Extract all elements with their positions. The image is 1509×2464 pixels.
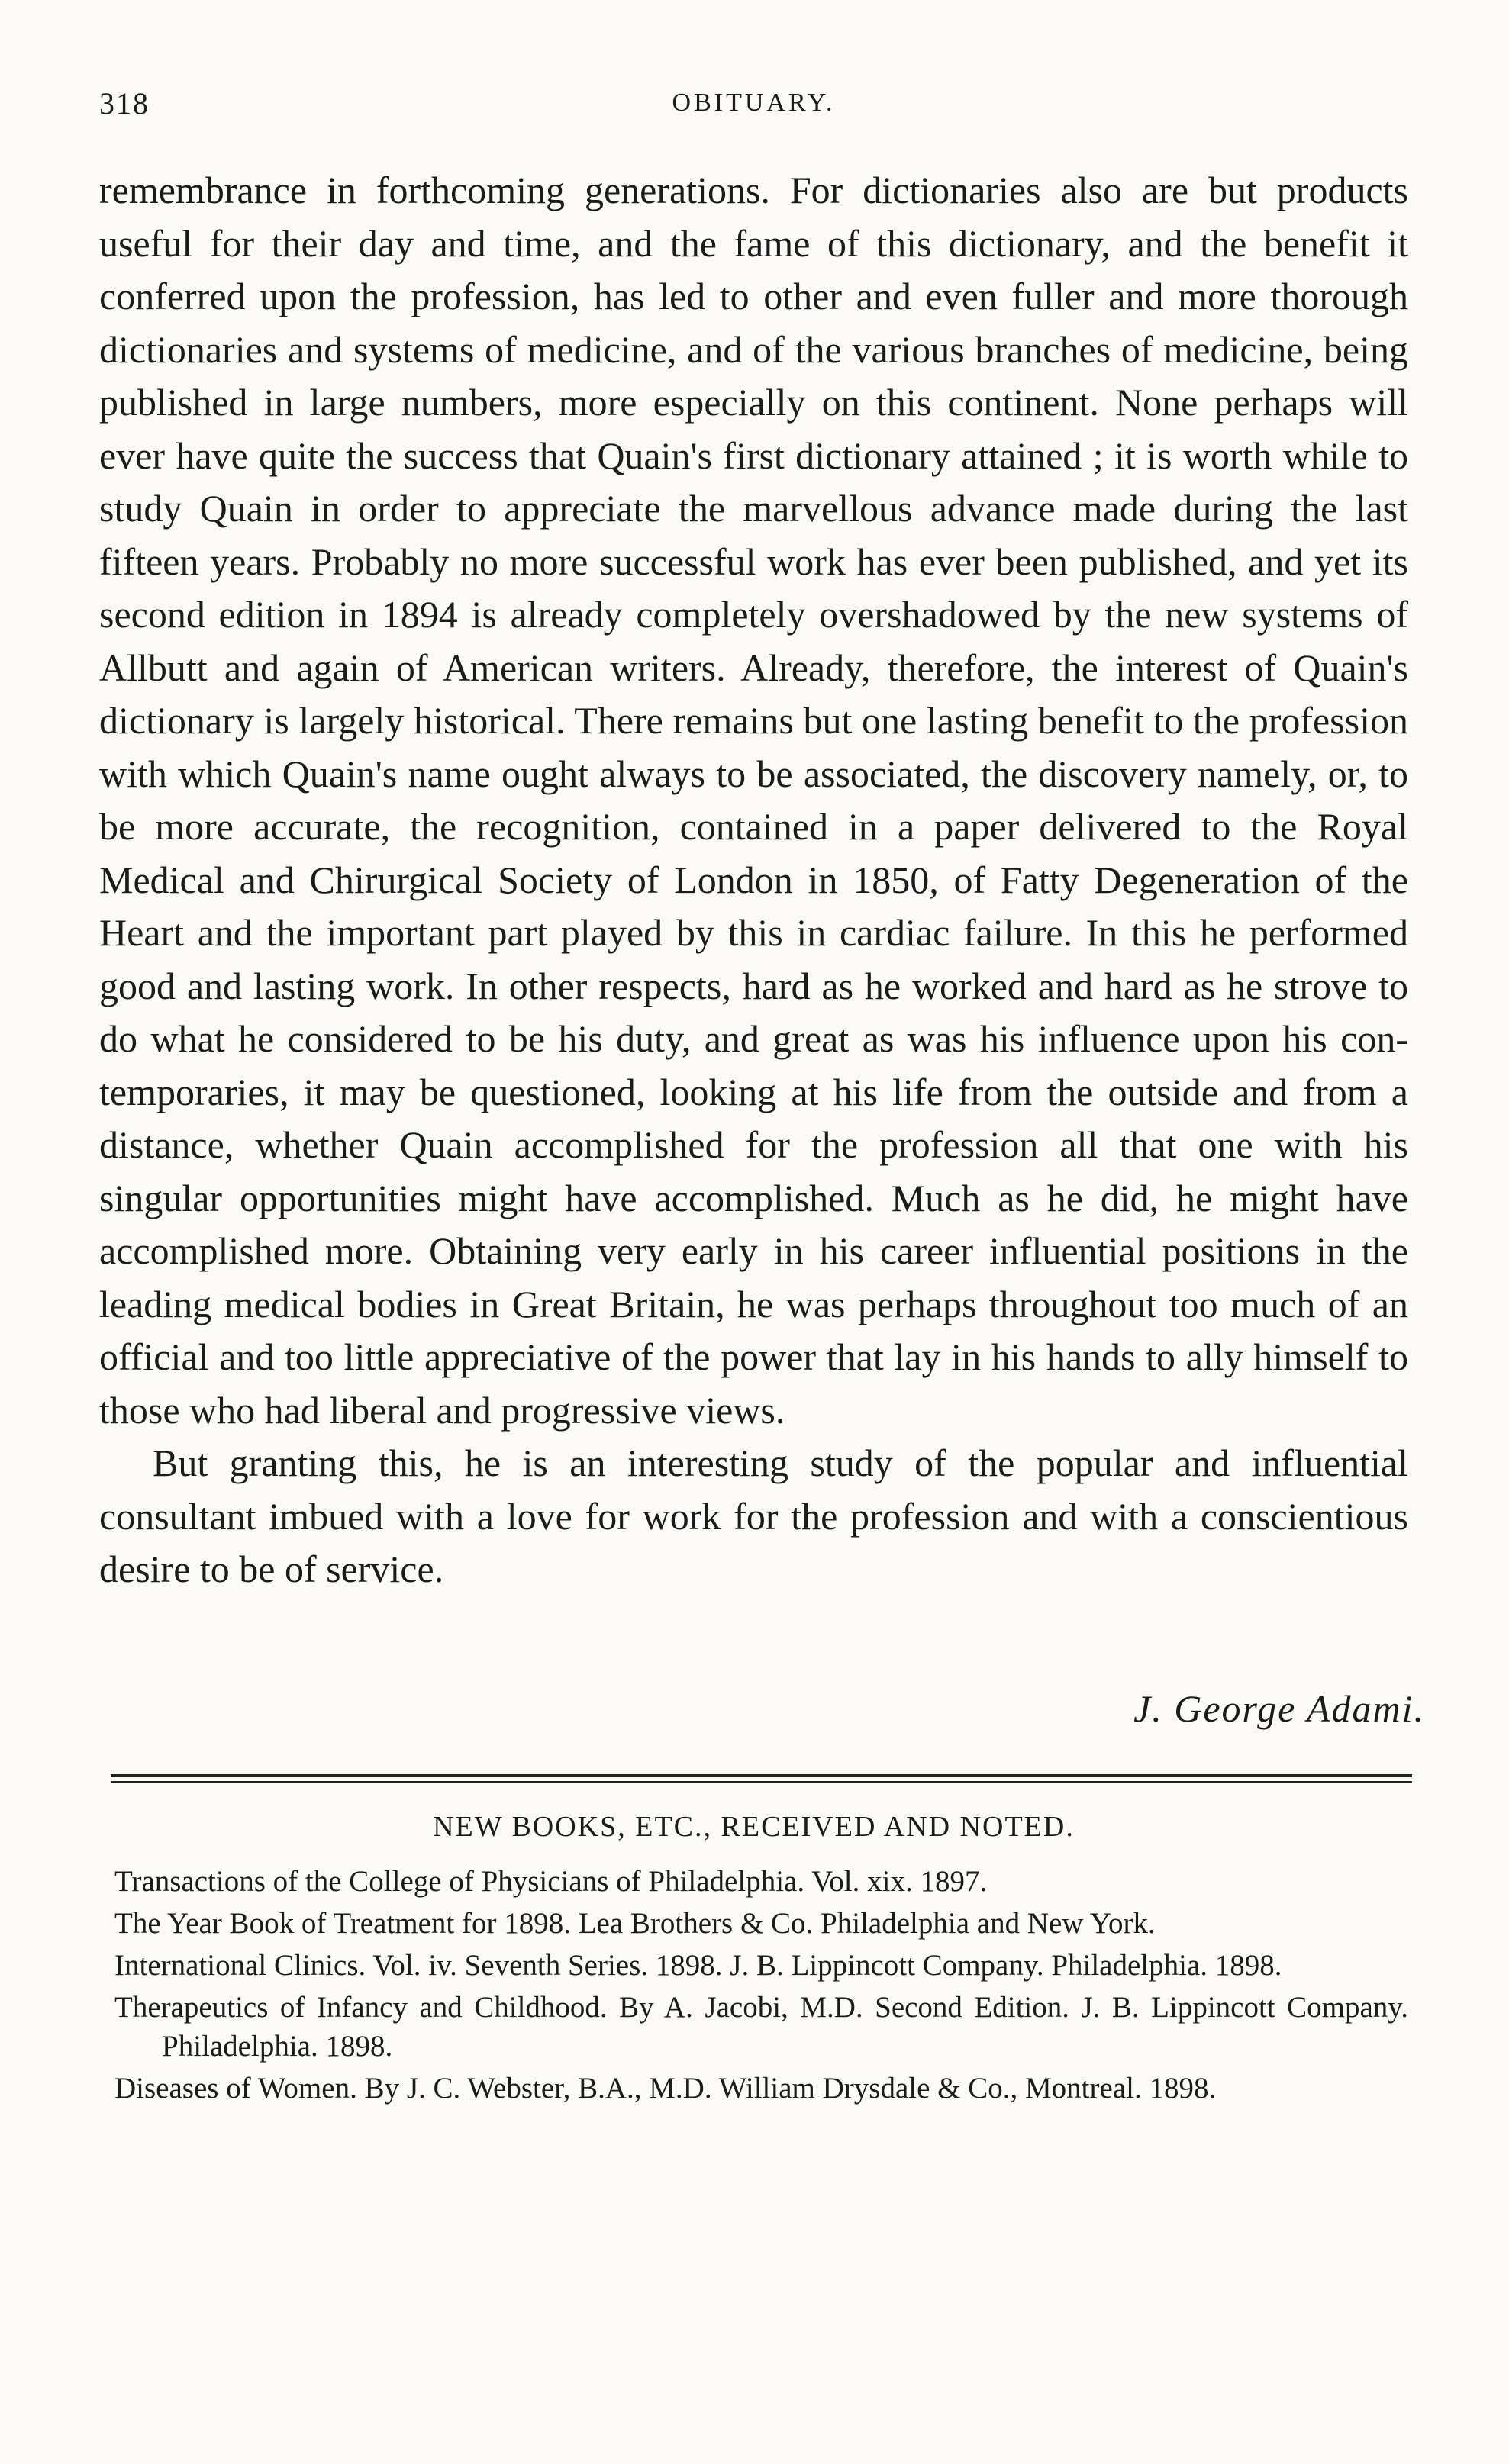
book-entry: International Clinics. Vol. iv. Seventh Series. 1898. J. B. Lippincott Company. Philadelphia. 1898. [114,1949,1282,1982]
obituary-paragraph-1: remembrance in forthcoming generations. For dictionaries also are but products useful for their day and time, and the fame of this dictionary, and the benefit it conferred upon the profession, has led to other and even fuller and more thorough dictionaries and systems of medicine, and of the various branches of medicine, being published in large numbers, more especially on this continent. None perhaps will ever have quite the success that Quain's first dictionary attained ; it is worth while to study Quain in order to appreciate the marvellous advance made during the last fifteen years. Probably no more successful work has ever been published, and yet its second edition in 1894 is already completely overshadowed by the new systems of Allbutt and again of American writers. Already, therefore, the interest of Quain's dictionary is largely historical. There remains but one lasting benefit to the profession with which Quain's name ought always to be associated, the discovery namely, or, to be more accurate, the recognition, contained in a paper delivered to the Royal Medical and Chirurgical Society of London in 1850, of Fatty Degeneration of the Heart and the important part played by this in cardiac failure. In this he performed good and lasting work. In other respects, hard as he worked and hard as he strove to do what he considered to be his duty, and great as was his influence upon his contemporaries, it may be questioned, looking at his life from the outside and from a distance, whether Quain accomplished for the profession all that one with his singular opportunities might have accomplished. Much as he did, he might have accomplished more. Obtaining very early in his career influential positions in the leading medical bodies in Great Britain, he was perhaps throughout too much of an official and too little appreciative of the power that lay in his hands to ally himself to those who had liberal and progressive views. [99,169,1408,1432]
books-list [114,1862,1408,2111]
running-title: OBITUARY. [672,89,836,117]
book-entry: Diseases of Women. By J. C. Webster, B.A., M.D. William Drysdale & Co., Montreal. 1898. [114,2072,1217,2105]
books-section-heading: NEW BOOKS, ETC., RECEIVED AND NOTED. [433,1811,1075,1843]
obituary-paragraph-2: But granting this, he is an interesting study of the popular and influential consultant imbued with a love for work for the profession and with a conscientious desire to be of service. [99,1441,1408,1590]
book-entry: The Year Book of Treatment for 1898. Lea Brothers & Co. Philadelphia and New York. [114,1907,1156,1940]
obituary-body [99,164,1408,1596]
author-signature: J. George Adami. [1133,1687,1425,1730]
page-number: 318 [99,86,150,121]
book-entry: Therapeutics of Infancy and Childhood. By A. Jacobi, M.D. Second Edition. J. B. Lippincott Company. Philadelphia. 1898. [114,1991,1408,2063]
book-entry: Transactions of the College of Physicians of Philadelphia. Vol. xix. 1897. [114,1865,988,1898]
running-head [99,85,1408,131]
section-divider [111,1774,1412,1783]
